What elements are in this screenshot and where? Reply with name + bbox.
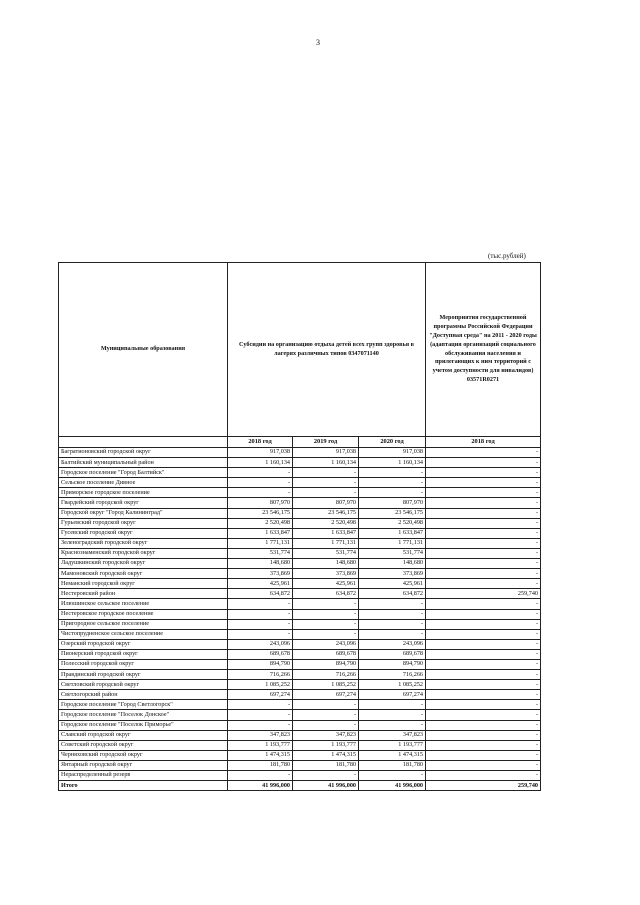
value-cell: 894,790 [359,659,426,669]
table-row [59,690,541,700]
municipality-name: Славский городской округ [59,730,228,740]
value-cell: - [228,771,293,781]
value-cell: - [426,659,541,669]
value-cell: 716,266 [293,670,359,680]
value-cell: - [426,478,541,488]
value-cell: 894,790 [228,659,293,669]
municipality-name: Черняховский городской округ [59,750,228,760]
value-cell: 425,961 [359,579,426,589]
value-cell: - [426,579,541,589]
value-cell: - [426,629,541,639]
value-cell: - [228,700,293,710]
table-row [59,629,541,639]
year-header-row [59,437,541,448]
value-cell: 1 633,847 [228,528,293,538]
value-cell: - [293,478,359,488]
table-row [59,518,541,528]
value-cell: - [359,700,426,710]
value-cell: - [359,710,426,720]
value-cell: 1 193,777 [293,740,359,750]
budget-table [58,262,541,791]
value-cell: - [359,599,426,609]
municipality-name: Багратионовский городской округ [59,448,228,458]
value-cell: 531,774 [359,548,426,558]
value-cell: 1 193,777 [359,740,426,750]
value-cell: 347,823 [359,730,426,740]
value-cell: 1 474,315 [359,750,426,760]
value-cell: 1 771,131 [228,538,293,548]
value-cell: 531,774 [228,548,293,558]
value-cell: - [426,740,541,750]
municipality-name: Неманский городской округ [59,579,228,589]
value-cell: - [228,720,293,730]
table-row [59,548,541,558]
table-row [59,579,541,589]
table-row [59,528,541,538]
value-cell: - [426,609,541,619]
table-row [59,720,541,730]
total-row [59,781,541,791]
value-cell: 425,961 [228,579,293,589]
value-cell: - [426,750,541,760]
total-value-cell: 259,740 [426,781,541,791]
municipality-name: Зеленоградский городской округ [59,538,228,548]
value-cell: 1 633,847 [359,528,426,538]
value-cell: 373,869 [228,569,293,579]
table-row [59,488,541,498]
value-cell: 1 771,131 [293,538,359,548]
municipality-name: Приморское городское поселение [59,488,228,498]
table-row [59,538,541,548]
value-cell: 1 085,252 [293,680,359,690]
value-cell: - [293,720,359,730]
value-cell: - [426,528,541,538]
value-cell: - [426,670,541,680]
value-cell: - [426,518,541,528]
value-cell: 917,038 [293,448,359,458]
table-row [59,659,541,669]
table-row [59,609,541,619]
value-cell: - [426,710,541,720]
table-row [59,760,541,770]
value-cell: 373,869 [293,569,359,579]
value-cell: - [228,609,293,619]
municipality-name: Мамоновский городской округ [59,569,228,579]
value-cell: 181,780 [293,760,359,770]
municipality-name: Илюшинское сельское поселение [59,599,228,609]
value-cell: - [359,478,426,488]
value-cell: 531,774 [293,548,359,558]
value-cell: - [228,629,293,639]
table-row [59,680,541,690]
table-row [59,740,541,750]
value-cell: 1 160,134 [359,458,426,468]
year-header-empty [59,437,228,448]
value-cell: 697,274 [359,690,426,700]
table-header-row [59,263,541,437]
value-cell: - [228,619,293,629]
value-cell: - [426,468,541,478]
table-row [59,569,541,579]
value-cell: 243,096 [293,639,359,649]
value-cell: - [426,700,541,710]
value-cell: - [426,448,541,458]
value-cell: 894,790 [293,659,359,669]
value-cell: - [426,690,541,700]
value-cell: - [359,609,426,619]
value-cell: 181,780 [359,760,426,770]
municipality-name: Правдинский городской округ [59,670,228,680]
value-cell: 1 633,847 [293,528,359,538]
value-cell: 347,823 [293,730,359,740]
value-cell: - [426,680,541,690]
municipality-name: Нестеровское городское поселение [59,609,228,619]
value-cell: 1 160,134 [228,458,293,468]
table-row [59,458,541,468]
table-row [59,771,541,781]
municipality-name: Городское поселение "Поселок Приморье" [59,720,228,730]
value-cell: 259,740 [426,589,541,599]
value-cell: - [426,458,541,468]
value-cell: - [426,730,541,740]
value-cell: 697,274 [293,690,359,700]
table-row [59,730,541,740]
value-cell: - [426,559,541,569]
table-row [59,700,541,710]
table-row [59,448,541,458]
value-cell: 243,096 [359,639,426,649]
year-header: 2020 год [359,437,426,448]
municipality-name: Ладушкинский городской округ [59,559,228,569]
table-row [59,710,541,720]
value-cell: - [293,619,359,629]
value-cell: 1 474,315 [293,750,359,760]
value-cell: - [426,771,541,781]
value-cell: - [426,488,541,498]
value-cell: 2 520,498 [359,518,426,528]
value-cell: - [426,498,541,508]
municipality-name: Пригородное сельское поселение [59,619,228,629]
value-cell: 807,970 [359,498,426,508]
value-cell: - [293,599,359,609]
municipality-name: Чистопрудненское сельское поселение [59,629,228,639]
value-cell: - [293,629,359,639]
value-cell: - [426,538,541,548]
table-row [59,750,541,760]
value-cell: - [293,609,359,619]
value-cell: - [228,478,293,488]
value-cell: 23 546,175 [293,508,359,518]
value-cell: - [426,548,541,558]
year-header: 2019 год [293,437,359,448]
value-cell: - [426,760,541,770]
value-cell: 689,678 [293,649,359,659]
municipality-name: Пионерский городской округ [59,649,228,659]
value-cell: 2 520,498 [228,518,293,528]
value-cell: 917,038 [359,448,426,458]
value-cell: - [359,488,426,498]
municipality-name: Городской округ "Город Калининград" [59,508,228,518]
municipality-name: Гусевский городской округ [59,528,228,538]
header-municipalities: Муниципальные образования [59,263,228,437]
table-row [59,498,541,508]
value-cell: 807,970 [228,498,293,508]
value-cell: - [228,488,293,498]
table-row [59,639,541,649]
value-cell: 634,872 [228,589,293,599]
value-cell: - [426,649,541,659]
table-body [59,448,541,791]
table-row [59,670,541,680]
value-cell: - [426,599,541,609]
value-cell: 1 474,315 [228,750,293,760]
value-cell: 716,266 [228,670,293,680]
value-cell: 148,680 [359,559,426,569]
value-cell: - [293,771,359,781]
value-cell: 148,680 [228,559,293,569]
value-cell: - [359,629,426,639]
table-row [59,589,541,599]
total-label: Итого [59,781,228,791]
value-cell: 1 085,252 [359,680,426,690]
table-row [59,508,541,518]
municipality-name: Нераспределенный резерв [59,771,228,781]
header-program: Мероприятия государственной программы Российской Федерации "Доступная среда" на 2011 - 2020 годы (адаптация организаций социального обслуживания населения и прилегающих к ним территорий с учетом доступности для инвалидов) 03571R0271 [426,263,541,437]
municipality-name: Городское поселение "Город Светлогорск" [59,700,228,710]
year-header: 2018 год [426,437,541,448]
value-cell: 425,961 [293,579,359,589]
municipality-name: Городское поселение "Город Балтийск" [59,468,228,478]
value-cell: - [293,700,359,710]
value-cell: 1 771,131 [359,538,426,548]
municipality-name: Городское поселение "Поселок Донское" [59,710,228,720]
value-cell: - [359,619,426,629]
table-row [59,599,541,609]
value-cell: 689,678 [228,649,293,659]
total-value-cell: 41 996,000 [293,781,359,791]
page-number: 3 [316,38,320,47]
municipality-name: Советский городской округ [59,740,228,750]
value-cell: - [293,710,359,720]
value-cell: - [359,720,426,730]
value-cell: - [426,508,541,518]
value-cell: - [293,488,359,498]
value-cell: - [293,468,359,478]
value-cell: 917,038 [228,448,293,458]
value-cell: - [426,569,541,579]
table-row [59,468,541,478]
municipality-name: Озерский городской округ [59,639,228,649]
value-cell: 1 193,777 [228,740,293,750]
value-cell: - [228,468,293,478]
value-cell: 2 520,498 [293,518,359,528]
municipality-name: Нестеровский район [59,589,228,599]
table-row [59,559,541,569]
units-label: (тыс.рублей) [488,252,526,260]
header-subsidy: Субсидии на организацию отдыха детей всех групп здоровья в лагерях различных типов 0347071140 [228,263,426,437]
budget-table-container [58,262,540,791]
value-cell: 181,780 [228,760,293,770]
table-row [59,619,541,629]
value-cell: 23 546,175 [359,508,426,518]
value-cell: 148,680 [293,559,359,569]
municipality-name: Полесский городской округ [59,659,228,669]
municipality-name: Янтарный городской округ [59,760,228,770]
municipality-name: Сельское поселение Дивное [59,478,228,488]
municipality-name: Светловский городской округ [59,680,228,690]
table-row [59,649,541,659]
municipality-name: Краснознаменский городской округ [59,548,228,558]
value-cell: 697,274 [228,690,293,700]
municipality-name: Балтийский муниципальный район [59,458,228,468]
value-cell: - [426,619,541,629]
year-header: 2018 год [228,437,293,448]
value-cell: 807,970 [293,498,359,508]
municipality-name: Гвардейский городской округ [59,498,228,508]
value-cell: - [426,720,541,730]
value-cell: 689,678 [359,649,426,659]
value-cell: 23 546,175 [228,508,293,518]
value-cell: 347,823 [228,730,293,740]
total-value-cell: 41 996,000 [228,781,293,791]
total-value-cell: 41 996,000 [359,781,426,791]
value-cell: - [359,468,426,478]
value-cell: - [426,639,541,649]
value-cell: 1 085,252 [228,680,293,690]
value-cell: 716,266 [359,670,426,680]
table-row [59,478,541,488]
value-cell: 243,096 [228,639,293,649]
value-cell: - [228,710,293,720]
municipality-name: Гурьевский городской округ [59,518,228,528]
value-cell: 373,869 [359,569,426,579]
municipality-name: Светлогорский район [59,690,228,700]
value-cell: - [359,771,426,781]
value-cell: 634,872 [293,589,359,599]
value-cell: - [228,599,293,609]
value-cell: 1 160,134 [293,458,359,468]
value-cell: 634,872 [359,589,426,599]
